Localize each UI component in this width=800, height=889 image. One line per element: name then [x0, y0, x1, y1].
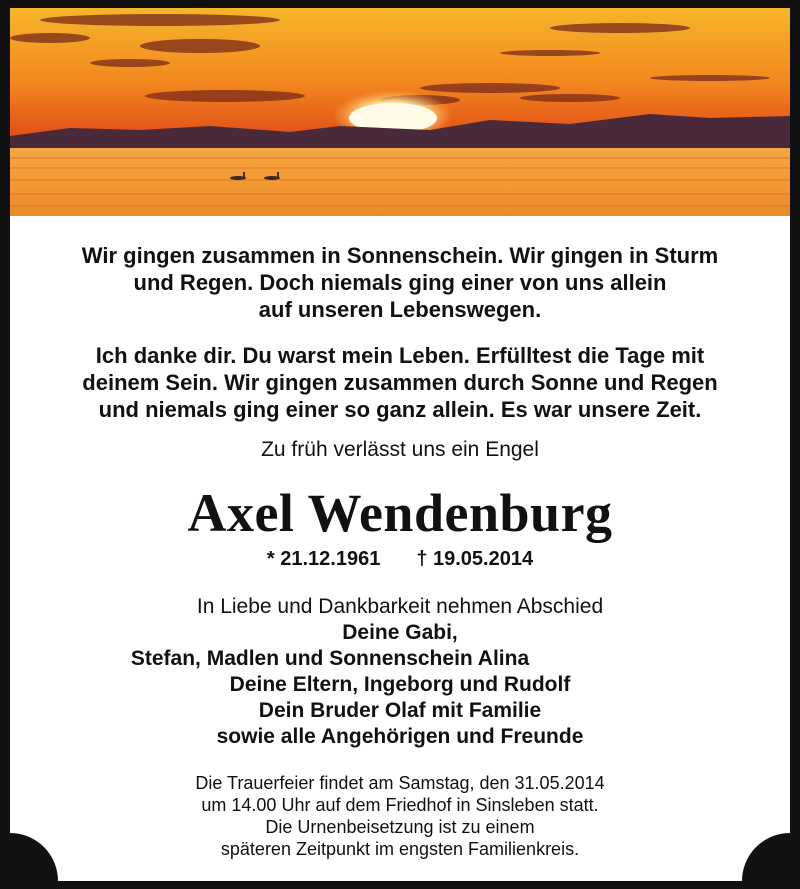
- notice-line: Die Trauerfeier findet am Samstag, den 31.05.2014: [195, 773, 605, 793]
- notice-line: späteren Zeitpunkt im engsten Familienkreis.: [220, 839, 580, 859]
- death-date: † 19.05.2014: [416, 548, 534, 570]
- intro-text: Zu früh verlässt uns ein Engel: [261, 438, 539, 461]
- birth-date: * 21.12.1961: [266, 548, 381, 570]
- poem-stanza-2: [10, 342, 790, 423]
- sunset-lake-photo: [10, 8, 790, 216]
- poem-line: und Regen. Doch niemals ging einer von uns allein: [133, 270, 667, 295]
- life-dates: [10, 548, 790, 571]
- notice-line: Die Urnenbeisetzung ist zu einem: [265, 817, 535, 837]
- deceased-name: Axel Wendenburg: [187, 483, 613, 543]
- poem-line: Wir gingen zusammen in Sonnenschein. Wir gingen in Sturm: [81, 243, 719, 268]
- poem-stanza-1: [10, 242, 790, 323]
- mourner-line: Stefan, Madlen und Sonnenschein Alina: [130, 647, 530, 670]
- poem-line: auf unseren Lebenswegen.: [258, 297, 542, 322]
- mourner-line: sowie alle Angehörigen und Freunde: [216, 725, 584, 748]
- poem-line: Ich danke dir. Du warst mein Leben. Erfülltest die Tage mit: [95, 343, 705, 368]
- mourner-line: Deine Eltern, Ingeborg und Rudolf: [229, 673, 571, 696]
- funeral-notice: [10, 772, 790, 860]
- poem-line: deinem Sein. Wir gingen zusammen durch Sonne und Regen: [82, 370, 718, 395]
- mourners-lead: In Liebe und Dankbarkeit nehmen Abschied: [196, 595, 604, 618]
- notice-line: um 14.00 Uhr auf dem Friedhof in Sinsleben statt.: [201, 795, 599, 815]
- poem-line: und niemals ging einer so ganz allein. Es war unsere Zeit.: [98, 397, 702, 422]
- mourner-line: Deine Gabi,: [342, 621, 458, 644]
- mourner-line: Dein Bruder Olaf mit Familie: [258, 699, 542, 722]
- mourners-list: [10, 594, 790, 750]
